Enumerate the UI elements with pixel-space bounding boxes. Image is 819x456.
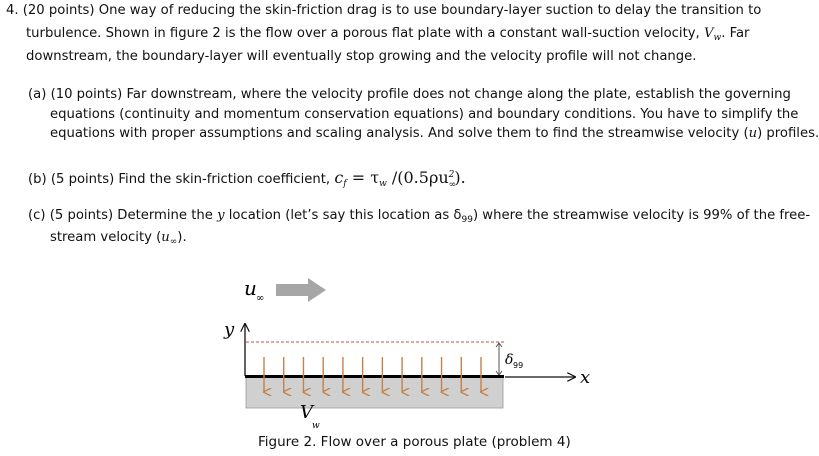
part-a-line-1: (a) (10 points) Far downstream, where the velocity profile does not change along the plate, establish the governing xyxy=(28,87,791,102)
skin-friction-formula: $c_f = \tau_w$ $/(0.5\rho u^2$ ∞ ). xyxy=(334,168,466,190)
wall-suction-velocity-label: V xyxy=(300,402,313,423)
problem-line-1: 4. (20 points) One way of reducing the skin-friction drag is to use boundary-layer suction to delay the transition to xyxy=(6,3,762,18)
figure-caption: Figure 2. Flow over a porous plate (problem 4) xyxy=(258,434,571,450)
problem-line-2: turbulence. Shown in figure 2 is the flow over a porous flat plate with a constant wall-suction velocity, $V_w$. Far xyxy=(26,26,750,43)
part-a-line-2: equations (continuity and momentum conservation equations) and boundary conditions. You have to simplify the xyxy=(50,107,799,122)
x-axis-label: x xyxy=(580,367,591,388)
flow-direction-arrow xyxy=(276,278,326,302)
suction-velocity-symbol: V xyxy=(703,26,714,41)
part-b: (b) (5 points) Find the skin-friction coefficient, $c_f = \tau_w$ $/(0.5\rho u^2$ ∞ ). xyxy=(28,168,466,190)
wall-suction-velocity-subscript: w xyxy=(312,421,320,431)
y-axis-label: y xyxy=(224,319,235,340)
problem-line-3: downstream, the boundary-layer will eventually stop growing and the velocity profile will not change. xyxy=(26,49,697,64)
delta99-subscript: 99 xyxy=(513,361,524,370)
porous-plate xyxy=(246,377,503,408)
freestream-velocity-subscript: ∞ xyxy=(256,293,265,304)
freestream-velocity-label: u xyxy=(244,276,257,300)
delta99-label: δ xyxy=(505,352,514,368)
part-c-line-1: (c) (5 points) Determine the y location (let’s say this location as $\delta_{99}$) where the streamwise velocity is 99% of the free- xyxy=(28,208,811,225)
part-c-line-2: stream velocity $(u_\infty)$. xyxy=(50,230,187,247)
part-a-line-3: equations with proper assumptions and scaling analysis. And solve them to find the streamwise velocity (u) profiles. xyxy=(50,126,819,141)
